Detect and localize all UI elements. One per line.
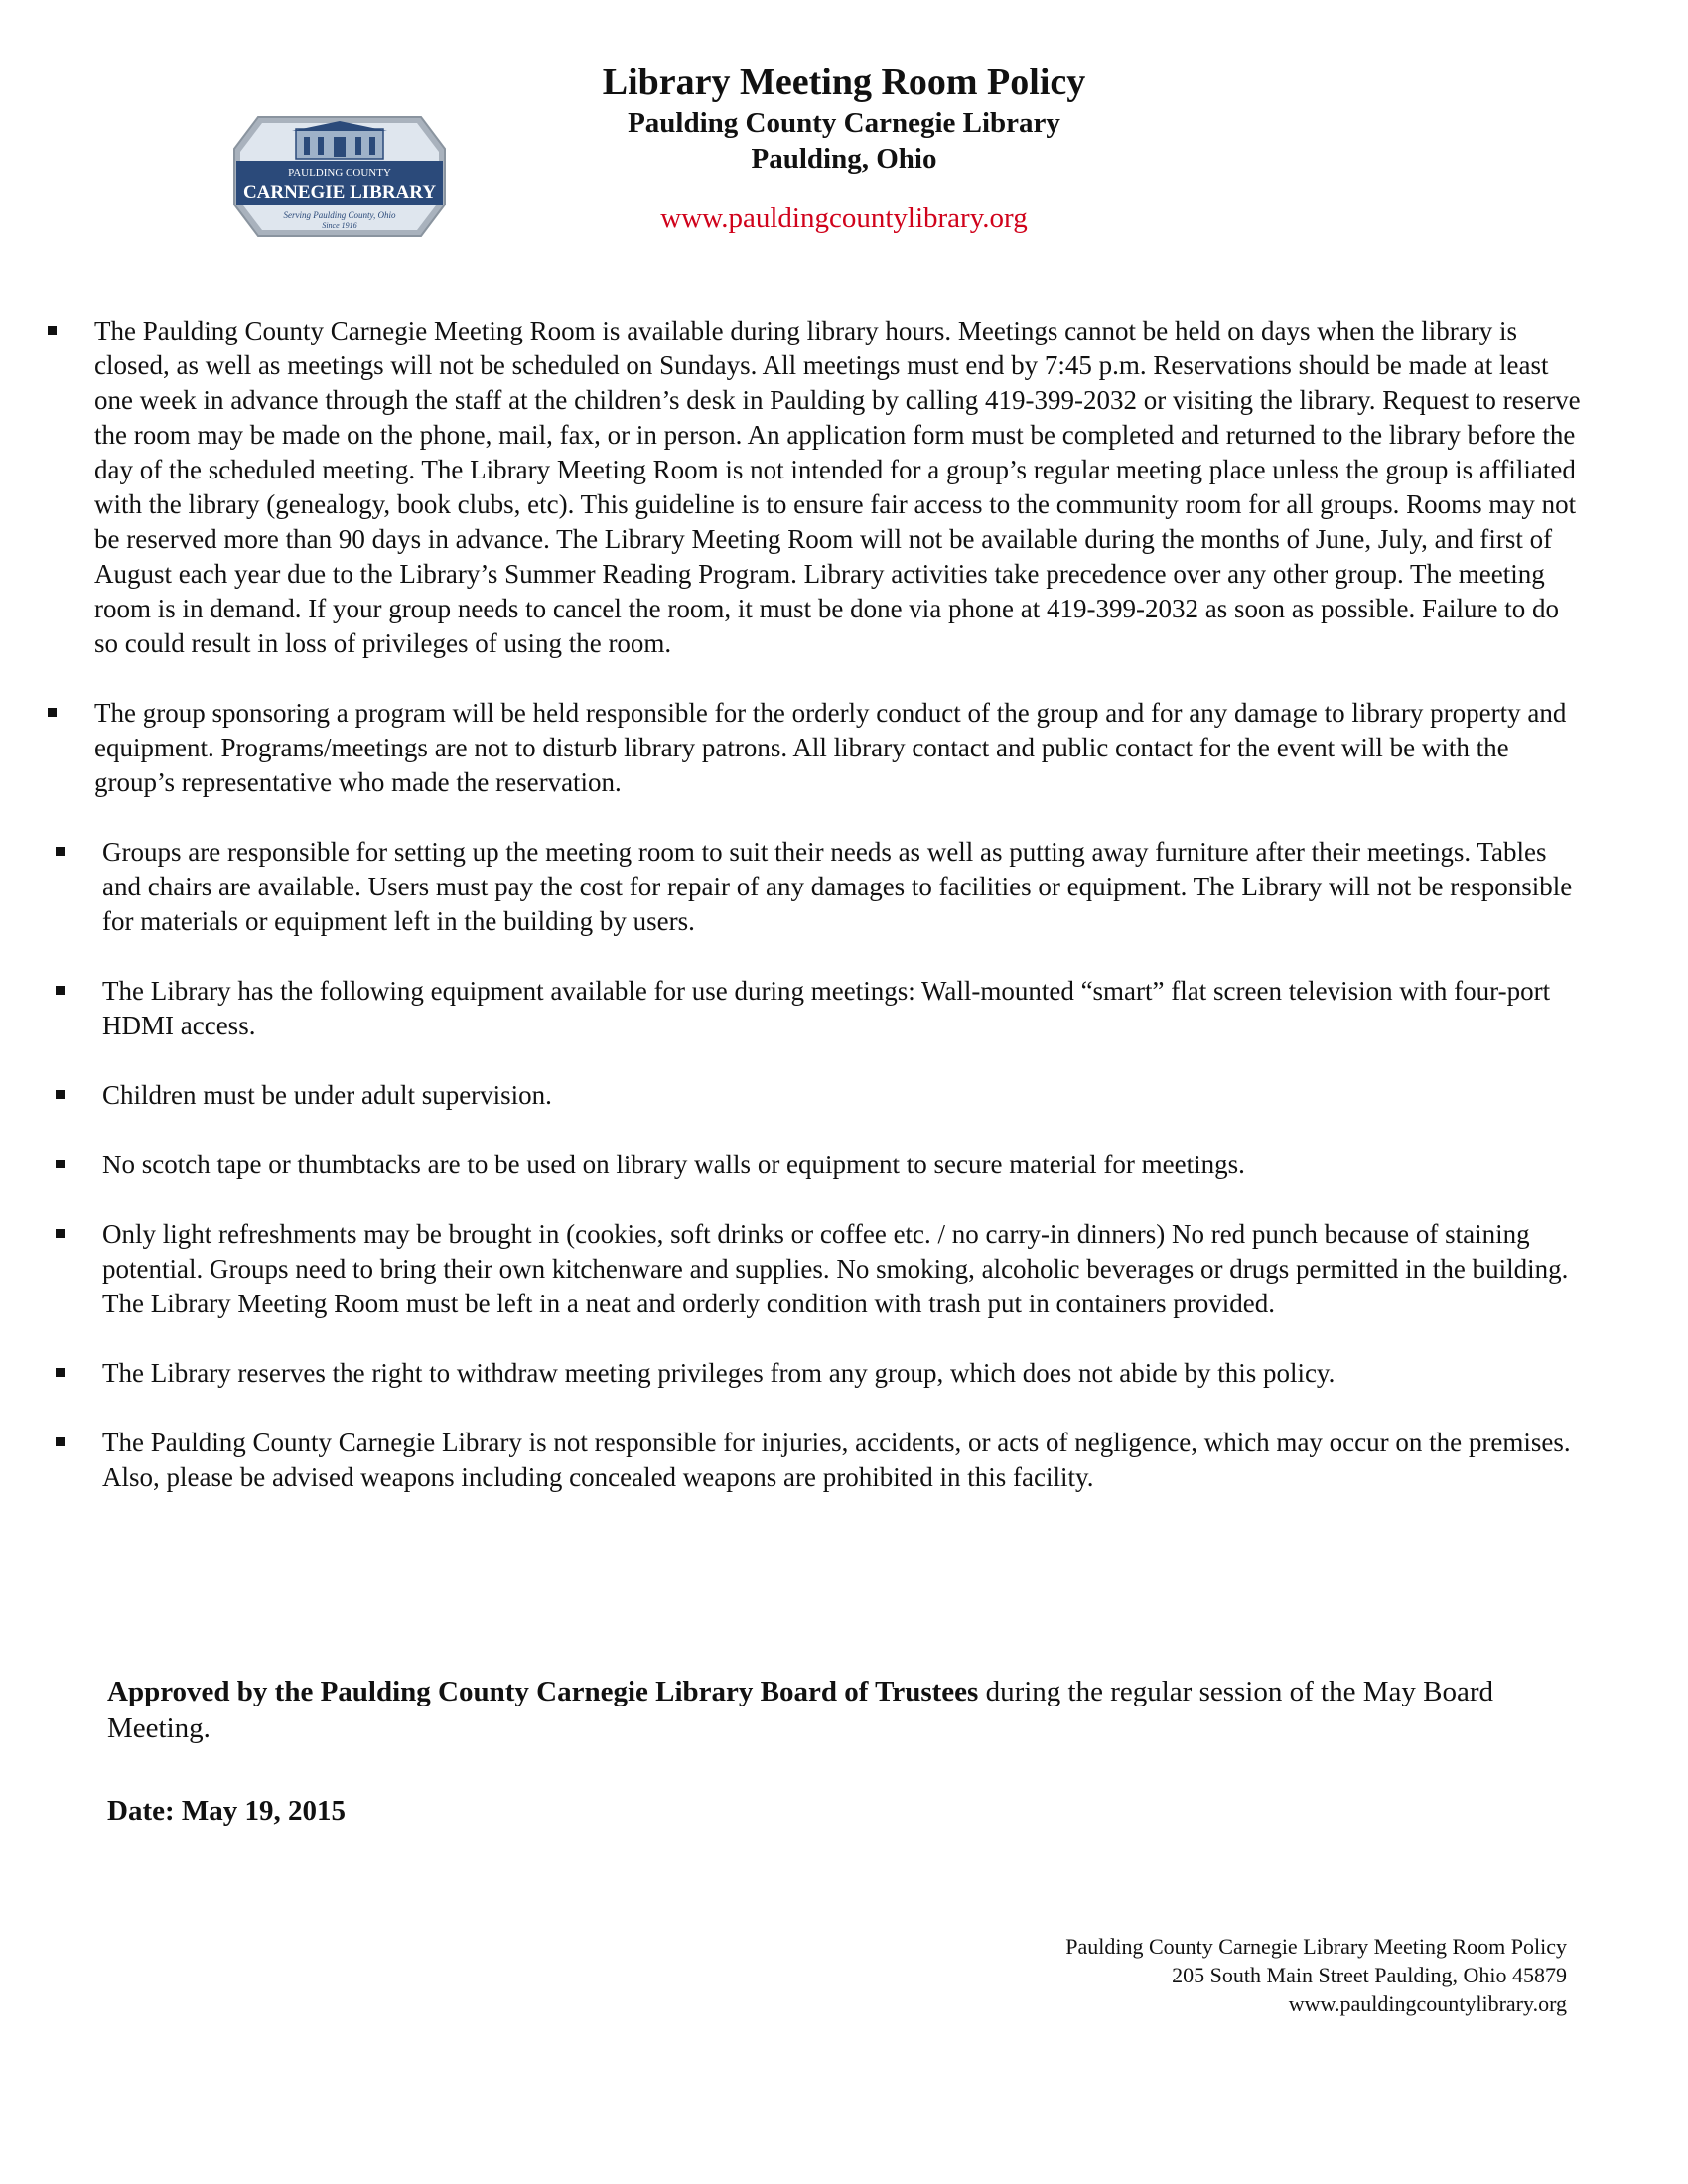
logo-line4: Since 1916 (322, 221, 357, 230)
list-item (40, 974, 1589, 1043)
list-item (40, 1426, 1589, 1495)
bullet-icon (56, 1437, 65, 1446)
bullet-icon (56, 1229, 65, 1238)
bullet-icon (48, 326, 57, 335)
library-logo (230, 109, 449, 244)
logo-line2: CARNEGIE LIBRARY (242, 182, 437, 203)
list-item (40, 314, 1589, 661)
policy-text: The Paulding County Carnegie Meeting Room is available during library hours. Meetings cannot be held on days when the library is closed, as well as meetings will not be scheduled on Sundays. All meetings must end by 7:45 p.m. Reservations should be made at least one week in advance through the staff at the children’s desk in Paulding by calling 419-399-2032 or visiting the library. Request to reserve the room may be made on the phone, mail, fax, or in person. An application form must be completed and returned to the library before the day of the scheduled meeting. The Library Meeting Room is not intended for a group’s regular meeting place unless the group is affiliated with the library (genealogy, book clubs, etc). This guideline is to ensure fair access to the community room for all groups. Rooms may not be reserved more than 90 days in advance. The Library Meeting Room will not be available during the months of June, July, and first of August each year due to the Library’s Summer Reading Program. Library activities take precedence over any other group. The meeting room is in demand. If your group needs to cancel the room, it must be done via phone at 419-399-2032 as soon as possible. Failure to do so could result in loss of privileges of using the room. (94, 316, 1581, 658)
policy-text: Children must be under adult supervision. (102, 1080, 552, 1110)
policy-text: The Library reserves the right to withdraw meeting privileges from any group, which does not abide by this policy. (102, 1358, 1336, 1388)
list-item (40, 1217, 1589, 1321)
document-header (496, 60, 1192, 236)
policy-text: The Library has the following equipment available for use during meetings: Wall-mounted “smart” flat screen television with four-port HDMI access. (102, 976, 1551, 1040)
page-title: Library Meeting Room Policy (602, 62, 1086, 103)
policy-text: The Paulding County Carnegie Library is not responsible for injuries, accidents, or acts of negligence, which may occur on the premises. Also, please be advised weapons including concealed weapons are prohibited in this facility. (102, 1428, 1571, 1492)
bullet-icon (56, 986, 65, 995)
logo-line3: Serving Paulding County, Ohio (283, 210, 396, 220)
policy-text: Groups are responsible for setting up the meeting room to suit their needs as well as putting away furniture after their meetings. Tables and chairs are available. Users must pay the cost for repair of any damages to facilities or equipment. The Library will not be responsible for materials or equipment left in the building by users. (102, 837, 1573, 936)
bullet-icon (56, 1090, 65, 1099)
document-footer (1065, 1932, 1567, 2018)
footer-website[interactable]: www.pauldingcountylibrary.org (1288, 1991, 1567, 2016)
policy-list (40, 314, 1589, 1530)
list-item (40, 835, 1589, 939)
approval-date: Date: May 19, 2015 (107, 1795, 347, 1827)
bullet-icon (56, 1160, 65, 1168)
footer-line1: Paulding County Carnegie Library Meeting Room Policy (1065, 1934, 1567, 1959)
list-item (40, 1148, 1589, 1182)
bullet-icon (48, 708, 57, 717)
library-location: Paulding, Ohio (751, 143, 937, 175)
list-item (40, 1078, 1589, 1113)
list-item (40, 696, 1589, 800)
footer-address: 205 South Main Street Paulding, Ohio 45879 (1172, 1963, 1567, 1987)
website-link[interactable]: www.pauldingcountylibrary.org (660, 203, 1028, 234)
approval-rest-text: during the regular session of the May Board Meeting. (107, 1676, 1493, 1744)
approval-statement (107, 1674, 1577, 1747)
bullet-icon (56, 1368, 65, 1377)
library-name: Paulding County Carnegie Library (628, 107, 1060, 139)
bullet-icon (56, 847, 65, 856)
logo-line1: PAULDING COUNTY (288, 167, 391, 179)
policy-text: The group sponsoring a program will be held responsible for the orderly conduct of the group and for any damage to library property and equipment. Programs/meetings are not to disturb library patrons. All library contact and public contact for the event will be with the group’s representative who made the reservation. (94, 698, 1567, 797)
approval-bold-text: Approved by the Paulding County Carnegie Library Board of Trustees (107, 1676, 979, 1707)
policy-text: Only light refreshments may be brought in (cookies, soft drinks or coffee etc. / no carry-in dinners) No red punch because of staining potential. Groups need to bring their own kitchenware and supplies. No smoking, alcoholic beverages or drugs permitted in the building. The Library Meeting Room must be left in a neat and orderly condition with trash put in containers provided. (102, 1219, 1569, 1318)
list-item (40, 1356, 1589, 1391)
policy-text: No scotch tape or thumbtacks are to be used on library walls or equipment to secure material for meetings. (102, 1150, 1245, 1179)
